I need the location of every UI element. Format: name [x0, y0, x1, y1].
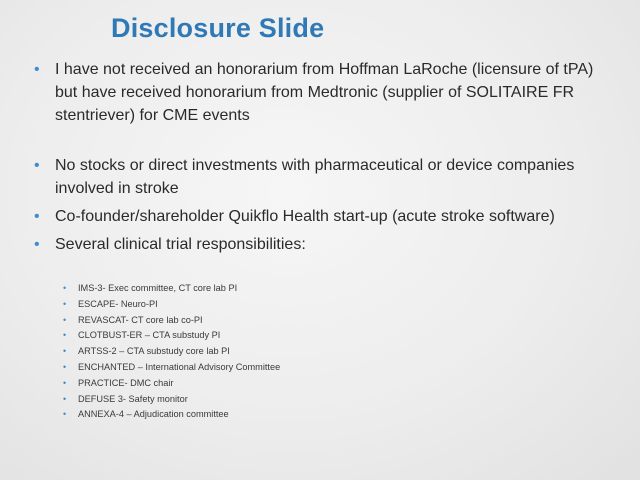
sub-bullet-text: ENCHANTED – International Advisory Committee	[78, 361, 281, 372]
bullet-list	[34, 58, 614, 261]
sub-bullet-marker-icon: •	[63, 393, 67, 404]
sub-bullet-item	[63, 344, 583, 360]
sub-bullet-item	[63, 392, 583, 408]
bullet-marker-icon: •	[34, 157, 40, 174]
sub-bullet-marker-icon: •	[63, 314, 67, 325]
sub-bullet-item	[63, 407, 583, 423]
sub-bullet-item	[63, 313, 583, 329]
sub-bullet-marker-icon: •	[63, 283, 67, 293]
bullet-text: Several clinical trial responsibilities:	[55, 236, 306, 253]
bullet-marker-icon: •	[34, 236, 40, 253]
sub-bullet-text: ANNEXA-4 – Adjudication committee	[78, 409, 229, 420]
sub-bullet-text: IMS-3- Exec committee, CT core lab PI	[78, 283, 238, 293]
sub-bullet-marker-icon: •	[63, 409, 67, 420]
bullet-marker-icon: •	[34, 61, 40, 78]
sub-bullet-item	[63, 328, 583, 344]
sub-bullet-marker-icon: •	[63, 298, 67, 309]
sub-bullet-marker-icon: •	[63, 361, 67, 372]
sub-bullet-item	[63, 376, 583, 392]
sub-bullet-text: ARTSS-2 – CTA substudy core lab PI	[78, 346, 230, 357]
sub-bullet-item	[63, 281, 583, 297]
bullet-text: I have not received an honorarium from Hoffman LaRoche (licensure of tPA) but have received honorarium from Medtronic (supplier of SOLITAIRE FR stentriever) for CME events	[55, 61, 594, 124]
sub-bullet-list	[63, 281, 583, 423]
sub-bullet-text: PRACTICE- DMC chair	[78, 377, 174, 388]
bullet-marker-icon: •	[34, 208, 40, 225]
bullet-item	[34, 233, 614, 256]
bullet-item	[34, 205, 614, 228]
sub-bullet-text: ESCAPE- Neuro-PI	[78, 298, 158, 309]
sub-bullet-item	[63, 360, 583, 376]
bullet-item	[34, 58, 614, 127]
slide-title: Disclosure Slide	[111, 13, 325, 43]
bullet-text: No stocks or direct investments with pharmaceutical or device companies involved in stroke	[55, 157, 575, 197]
sub-bullet-marker-icon: •	[63, 377, 67, 388]
sub-bullet-text: REVASCAT- CT core lab co-PI	[78, 314, 203, 325]
sub-bullet-text: CLOTBUST-ER – CTA substudy PI	[78, 330, 221, 341]
sub-bullet-item	[63, 297, 583, 313]
bullet-text: Co-founder/shareholder Quikflo Health start-up (acute stroke software)	[55, 208, 555, 225]
sub-bullet-marker-icon: •	[63, 346, 67, 357]
sub-bullet-marker-icon: •	[63, 330, 67, 341]
bullet-item	[34, 154, 614, 200]
sub-bullet-text: DEFUSE 3- Safety monitor	[78, 393, 188, 404]
